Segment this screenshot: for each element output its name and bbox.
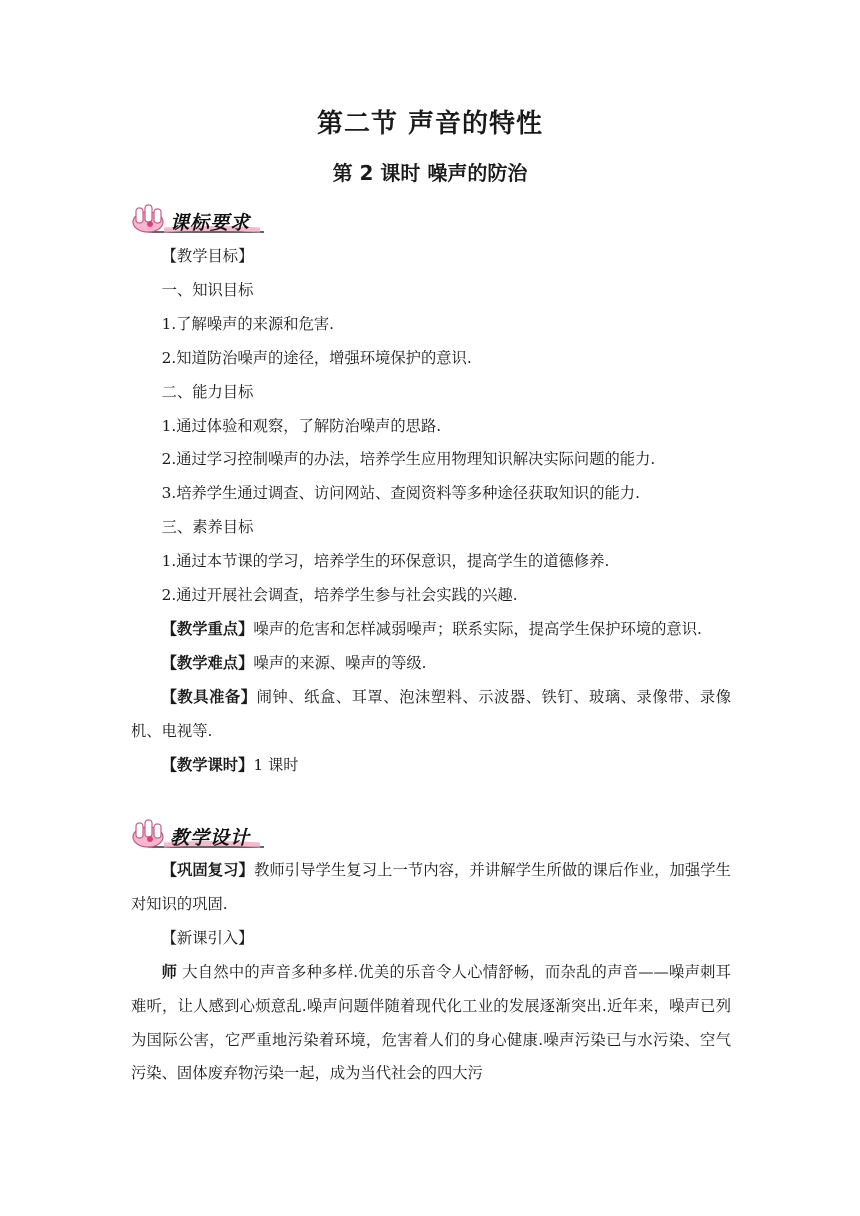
text-line: 2.通过开展社会调查，培养学生参与社会实践的兴趣. [161, 586, 518, 605]
class-hours-paragraph [131, 749, 731, 783]
text-line: 1.通过体验和观察，了解防治噪声的思路. [161, 416, 442, 435]
text-line: 1.了解噪声的来源和危害. [161, 314, 335, 333]
section-label: 教学设计 [170, 827, 251, 849]
teaching-tools-label: 【教具准备】 [161, 687, 257, 706]
intro-heading: 【新课引入】 [161, 928, 254, 947]
section-badge-design [128, 815, 268, 855]
text-line: 1.通过本节课的学习，培养学生的环保意识，提高学生的道德修养. [161, 552, 610, 571]
key-point-paragraph [131, 613, 731, 647]
section-label: 课标要求 [170, 212, 251, 234]
design-content [131, 854, 731, 1091]
teaching-tools-paragraph [131, 681, 731, 749]
text-line: 二、能力目标 [161, 382, 254, 401]
text-line: 三、素养目标 [161, 518, 254, 537]
class-hours-label: 【教学课时】 [161, 755, 254, 774]
teacher-label: 师 [161, 962, 178, 981]
page-title: 第二节 声音的特性 [316, 109, 544, 139]
text-line: 一、知识目标 [161, 280, 254, 299]
review-label: 【巩固复习】 [161, 861, 254, 879]
review-text: 教师引导学生复习上一节内容，并讲解学生所做的课后作业，加强学生对知识的巩固. [131, 861, 731, 913]
difficult-point-paragraph [131, 647, 731, 681]
text-line: 2.知道防治噪声的途径，增强环境保护的意识. [161, 348, 472, 367]
key-point-text: 噪声的危害和怎样减弱噪声；联系实际，提高学生保护环境的意识. [253, 619, 702, 638]
difficult-point-text: 噪声的来源、噪声的等级. [253, 653, 427, 672]
difficult-point-label: 【教学难点】 [161, 653, 254, 672]
section-badge-curriculum [128, 200, 268, 240]
text-line: 2.通过学习控制噪声的办法，培养学生应用物理知识解决实际问题的能力. [161, 450, 656, 469]
teaching-tools-text: 闹钟、纸盒、耳罩、泡沫塑料、示波器、铁钉、玻璃、录像带、录像机、电视等. [131, 687, 731, 740]
page-subtitle: 第 2 课时 噪声的防治 [332, 161, 528, 185]
text-line: 3.培养学生通过调查、访问网站、查阅资料等多种途径获取知识的能力. [161, 484, 640, 503]
curriculum-content [131, 240, 731, 783]
text-line: 【教学目标】 [161, 247, 254, 265]
review-paragraph [131, 854, 731, 922]
class-hours-text: 1 课时 [253, 755, 299, 774]
teacher-text: 大自然中的声音多种多样.优美的乐音令人心情舒畅，而杂乱的声音——噪声刺耳难听，让人感到心烦意乱.噪声问题伴随着现代化工业的发展逐渐突出.近年来，噪声已列为国际公害，它严重地污染着环境，危害着人们的身心健康.噪声污染已与水污染、空气污染、固体废弃物污染一起，成为当代社会的四大污 [131, 962, 731, 1083]
teacher-paragraph [131, 956, 731, 1092]
key-point-label: 【教学重点】 [161, 619, 254, 638]
